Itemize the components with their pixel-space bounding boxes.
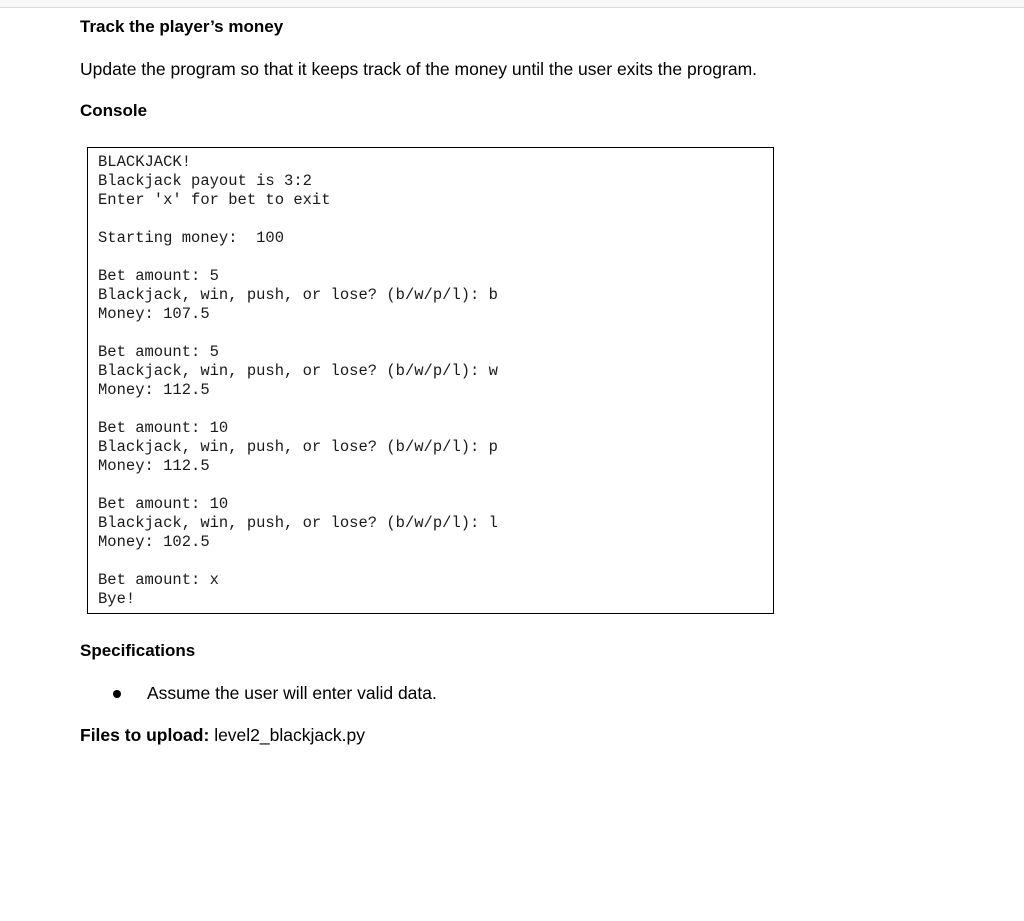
console-blank-line — [98, 248, 773, 267]
specifications-heading: Specifications — [80, 641, 196, 660]
console-blank-line — [98, 552, 773, 571]
files-label: Files to upload: — [80, 725, 210, 745]
bullet-icon — [113, 690, 121, 698]
files-value: level2_blackjack.py — [214, 725, 365, 745]
console-line: Bet amount: 10 — [98, 419, 229, 437]
console-line: Bet amount: 5 — [98, 343, 219, 361]
files-to-upload-line — [80, 725, 365, 746]
console-line: Bye! — [98, 590, 136, 608]
console-line: Bet amount: 5 — [98, 267, 219, 285]
console-line: Money: 112.5 — [98, 457, 210, 475]
console-heading: Console — [80, 101, 148, 120]
console-blank-line — [98, 476, 773, 495]
console-line: Blackjack, win, push, or lose? (b/w/p/l): p — [98, 438, 498, 456]
console-line: Blackjack payout is 3:2 — [98, 172, 312, 190]
page-top-border — [0, 0, 1024, 8]
console-line: Money: 112.5 — [98, 381, 210, 399]
console-line: Blackjack, win, push, or lose? (b/w/p/l): b — [98, 286, 498, 304]
console-line: Money: 107.5 — [98, 305, 210, 323]
console-output-box — [87, 147, 774, 614]
console-line: Blackjack, win, push, or lose? (b/w/p/l): w — [98, 362, 498, 380]
console-line: Bet amount: 10 — [98, 495, 229, 513]
console-blank-line — [98, 324, 773, 343]
console-blank-line — [98, 210, 773, 229]
section-title: Track the player’s money — [80, 17, 284, 36]
console-line: Money: 102.5 — [98, 533, 210, 551]
intro-paragraph: Update the program so that it keeps track of the money until the user exits the program. — [80, 59, 758, 79]
console-line: Starting money: 100 — [98, 229, 285, 247]
console-line: Bet amount: x — [98, 571, 219, 589]
console-line: Blackjack, win, push, or lose? (b/w/p/l): l — [98, 514, 498, 532]
console-blank-line — [98, 400, 773, 419]
specification-text: Assume the user will enter valid data. — [147, 683, 437, 703]
console-line: BLACKJACK! — [98, 153, 192, 171]
console-line: Enter 'x' for bet to exit — [98, 191, 331, 209]
